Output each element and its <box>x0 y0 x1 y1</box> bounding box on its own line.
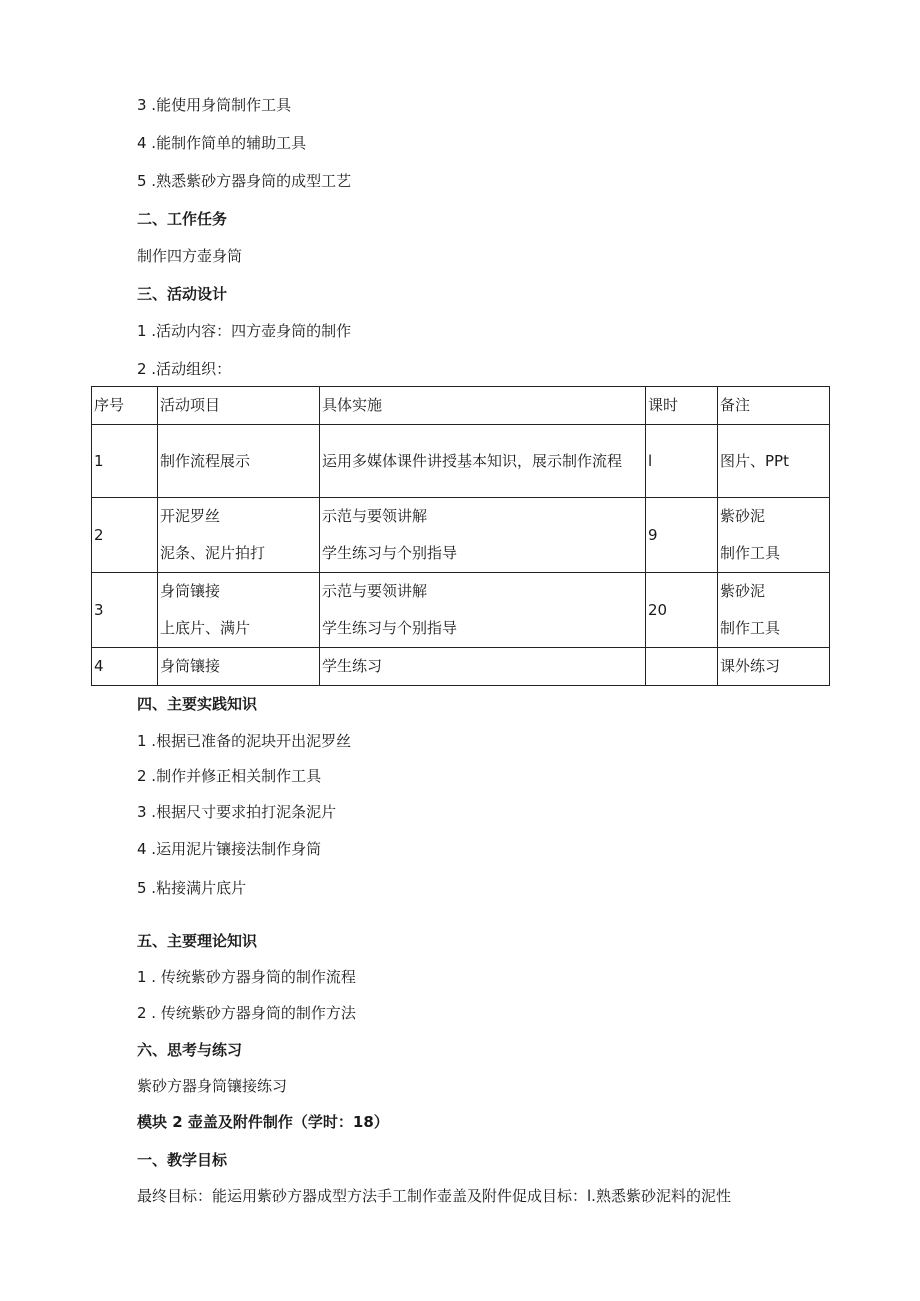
section-heading-exercise: 六、思考与练习 <box>137 1041 243 1059</box>
cell-line: 紫砂泥 <box>720 582 766 600</box>
cell-note <box>718 498 830 573</box>
practice-item: 2 .制作并修正相关制作工具 <box>137 767 322 785</box>
cell-no: 3 <box>92 573 158 648</box>
activity-table <box>91 386 830 686</box>
work-task-text: 制作四方壶身筒 <box>137 247 243 265</box>
exercise-text: 紫砂方器身筒镶接练习 <box>137 1077 288 1095</box>
header-hours: 课时 <box>646 387 718 425</box>
header-item: 活动项目 <box>158 387 320 425</box>
activity-item: 1 .活动内容：四方壶身筒的制作 <box>137 322 352 340</box>
cell-no: 4 <box>92 648 158 686</box>
section-heading-work-task: 二、工作任务 <box>137 210 228 228</box>
activity-item: 2 .活动组织： <box>137 360 232 378</box>
teaching-goals-text: 最终目标：能运用紫砂方器成型方法手工制作壶盖及附件促成目标：l.熟悉紫砂泥料的泥性 <box>137 1187 731 1205</box>
cell-no: 2 <box>92 498 158 573</box>
practice-item: 3 .根据尺寸要求拍打泥条泥片 <box>137 803 337 821</box>
cell-line: 示范与要领讲解 <box>322 507 428 525</box>
cell-note <box>718 573 830 648</box>
practice-item: 4 .运用泥片镶接法制作身筒 <box>137 840 322 858</box>
cell-hours: l <box>646 425 718 498</box>
cell-impl: 运用多媒体课件讲授基本知识，展示制作流程 <box>320 425 646 498</box>
cell-line: 身筒镶接 <box>160 582 221 600</box>
cell-line: 泥条、泥片拍打 <box>160 544 266 562</box>
theory-item: 2 . 传统紫砂方器身筒的制作方法 <box>137 1004 356 1022</box>
cell-item: 身筒镶接 <box>158 648 320 686</box>
table-header-row <box>92 387 830 425</box>
table-row <box>92 648 830 686</box>
section-heading-practice: 四、主要实践知识 <box>137 695 258 713</box>
cell-line: 学生练习与个别指导 <box>322 544 458 562</box>
header-no: 序号 <box>92 387 158 425</box>
practice-item: 5 .粘接满片底片 <box>137 879 247 897</box>
cell-line: 上底片、满片 <box>160 619 251 637</box>
cell-line: 制作工具 <box>720 619 781 637</box>
practice-item: 1 .根据已准备的泥块开出泥罗丝 <box>137 732 352 750</box>
cell-line: 紫砂泥 <box>720 507 766 525</box>
table-row <box>92 573 830 648</box>
section-heading-teaching-goals: 一、教学目标 <box>137 1151 228 1169</box>
table-row <box>92 498 830 573</box>
cell-hours: 20 <box>646 573 718 648</box>
cell-item <box>158 498 320 573</box>
theory-item: 1 . 传统紫砂方器身筒的制作流程 <box>137 968 356 986</box>
cell-item <box>158 573 320 648</box>
section-heading-activity-design: 三、活动设计 <box>137 285 228 303</box>
cell-line: 制作工具 <box>720 544 781 562</box>
cell-item: 制作流程展示 <box>158 425 320 498</box>
cell-note: 图片、PPt <box>718 425 830 498</box>
cell-note: 课外练习 <box>718 648 830 686</box>
cell-line: 学生练习与个别指导 <box>322 619 458 637</box>
cell-hours <box>646 648 718 686</box>
section-heading-theory: 五、主要理论知识 <box>137 932 258 950</box>
objective-item: 4 .能制作简单的辅助工具 <box>137 134 307 152</box>
objective-item: 5 .熟悉紫砂方器身筒的成型工艺 <box>137 172 352 190</box>
header-impl: 具体实施 <box>320 387 646 425</box>
module-title: 模块 2 壶盖及附件制作（学时：18） <box>137 1113 389 1131</box>
cell-line: 开泥罗丝 <box>160 507 221 525</box>
table-row <box>92 425 830 498</box>
cell-no: 1 <box>92 425 158 498</box>
cell-impl <box>320 573 646 648</box>
cell-impl: 学生练习 <box>320 648 646 686</box>
header-note: 备注 <box>718 387 830 425</box>
cell-hours: 9 <box>646 498 718 573</box>
objective-item: 3 .能使用身筒制作工具 <box>137 96 292 114</box>
cell-line: 示范与要领讲解 <box>322 582 428 600</box>
cell-impl <box>320 498 646 573</box>
